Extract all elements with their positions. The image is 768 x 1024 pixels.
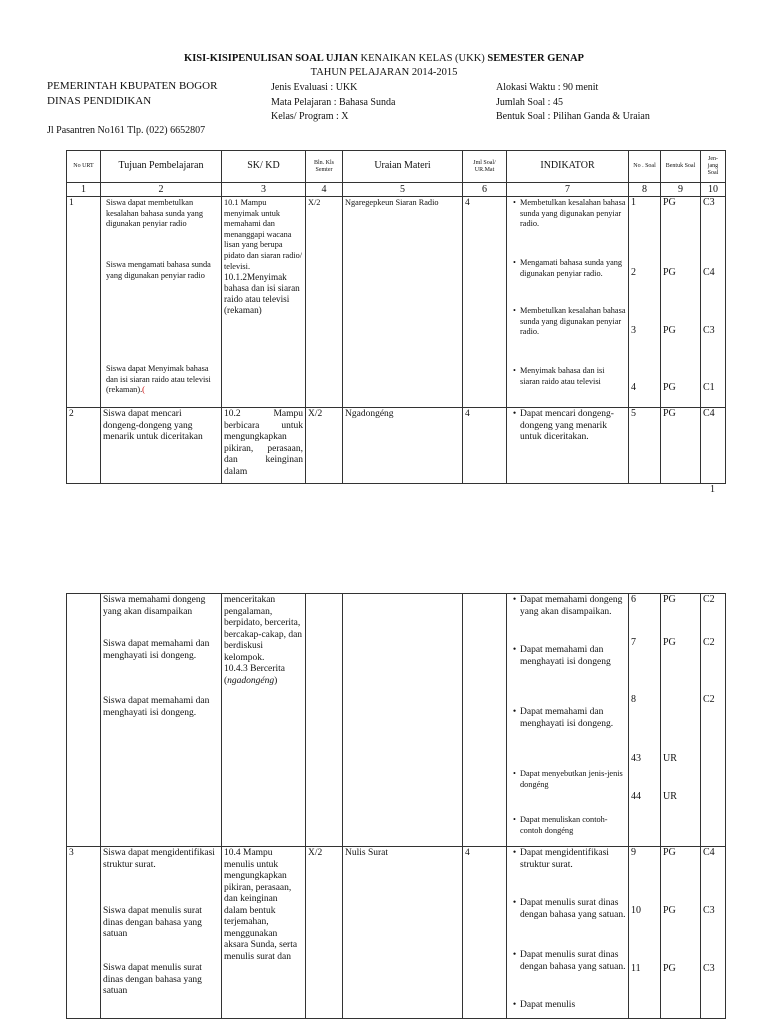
no-soal-value: 1 bbox=[631, 197, 636, 208]
bullet-icon: • bbox=[512, 707, 517, 717]
skkd-item: 10.1.2Menyimak bahasa dan isi siaran raido atau televisi (rekaman) bbox=[224, 272, 300, 315]
cell-uraian: Ngadongéng bbox=[343, 408, 463, 484]
bullet-icon: • bbox=[513, 366, 516, 375]
revision-mark: ( bbox=[142, 385, 145, 395]
cell-no bbox=[67, 594, 101, 847]
no-soal-value: 3 bbox=[631, 325, 636, 336]
indikator-item bbox=[509, 1000, 626, 1012]
indikator-item bbox=[509, 848, 626, 898]
col-bln-kls: Bln. Kls Semter bbox=[306, 151, 343, 183]
bullet-icon: • bbox=[512, 595, 517, 605]
header-mata-pelajaran: Mata Pelajaran : Bahasa Sunda bbox=[271, 97, 396, 108]
document-title bbox=[0, 52, 768, 65]
cell-skkd: 10.4 Mampu menulis untuk mengungkapkan pikiran, perasaan, dan keinginan dalam bentuk terjemahan, menggunakan aksara Sunda, serta menulis surat dan bbox=[222, 847, 306, 1019]
cell-tujuan bbox=[101, 594, 222, 847]
cell-jml: 4 bbox=[463, 408, 507, 484]
col-num: 8 bbox=[629, 183, 661, 197]
bentuk-value: PG bbox=[663, 594, 676, 605]
jenjang-value: C3 bbox=[703, 325, 715, 336]
col-num: 1 bbox=[67, 183, 101, 197]
bullet-icon: • bbox=[513, 198, 516, 207]
cell-no-soal bbox=[629, 197, 661, 408]
col-num: 9 bbox=[661, 183, 701, 197]
indikator-item bbox=[509, 898, 626, 950]
indikator-text: Mengamati bahasa sunda yang digunakan penyiar radio. bbox=[520, 258, 623, 278]
no-soal-value: 4 bbox=[631, 382, 636, 393]
bullet-icon: • bbox=[512, 1000, 517, 1010]
col-bentuk: Bentuk Soal bbox=[661, 151, 701, 183]
bullet-icon: • bbox=[513, 306, 516, 315]
cell-tujuan bbox=[101, 197, 222, 408]
bentuk-value: UR bbox=[663, 753, 677, 764]
skkd-item: menceritakan pengalaman, berpidato, bercerita, bercakap-cakap, dan berdiskusi kelompok. bbox=[224, 595, 303, 663]
no-soal-value: 11 bbox=[631, 963, 641, 974]
tujuan-item: Siswa dapat memahami dan menghayati isi dongeng. bbox=[103, 639, 210, 661]
col-indikator: INDIKATOR bbox=[507, 151, 629, 183]
cell-jml bbox=[463, 594, 507, 847]
cell-kls bbox=[306, 594, 343, 847]
skkd-item bbox=[224, 664, 303, 687]
jenjang-value: C3 bbox=[703, 197, 715, 208]
indikator-item bbox=[509, 950, 626, 1000]
bentuk-value: PG bbox=[663, 847, 676, 858]
indikator-text: Dapat memahami dongeng yang akan disampaikan. bbox=[520, 595, 623, 617]
cell-uraian: Ngaregepkeun Siaran Radio bbox=[343, 197, 463, 408]
bentuk-value: PG bbox=[663, 382, 676, 393]
col-num: 5 bbox=[343, 183, 463, 197]
cell-indikator bbox=[507, 847, 629, 1019]
indikator-item bbox=[509, 258, 626, 306]
tujuan-item: Siswa dapat menulis surat dinas dengan bahasa yang satuan bbox=[103, 963, 202, 996]
cell-indikator bbox=[507, 197, 629, 408]
indikator-item bbox=[509, 707, 626, 769]
cell-jenjang bbox=[701, 847, 726, 1019]
indikator-text: Dapat menyebutkan jenis-jenis dongéng bbox=[520, 769, 623, 789]
no-soal-value: 43 bbox=[631, 753, 641, 764]
cell-no: 1 bbox=[67, 197, 101, 408]
no-soal-value: 6 bbox=[631, 594, 636, 605]
cell-tujuan: Siswa dapat mencari dongeng-dongeng yang menarik untuk diceritakan bbox=[101, 408, 222, 484]
header-jumlah-soal: Jumlah Soal : 45 bbox=[496, 97, 563, 108]
table-row bbox=[67, 408, 726, 484]
indikator-text: Menyimak bahasa dan isi siaran raido atau televisi bbox=[520, 366, 605, 386]
indikator-text: Membetulkan kesalahan bahasa sunda yang digunakan penyiar radio. bbox=[520, 198, 626, 229]
indikator-item bbox=[509, 645, 626, 707]
bullet-icon: • bbox=[512, 409, 517, 419]
cell-bentuk bbox=[661, 847, 701, 1019]
bullet-icon: • bbox=[513, 258, 516, 267]
table-header-row bbox=[67, 151, 726, 183]
tujuan-item bbox=[103, 364, 219, 396]
cell-no: 3 bbox=[67, 847, 101, 1019]
header-alokasi-waktu: Alokasi Waktu : 90 menit bbox=[496, 82, 599, 93]
cell-bentuk bbox=[661, 594, 701, 847]
header-alamat: Jl Pasantren No161 Tlp. (022) 6652807 bbox=[47, 125, 206, 136]
jenjang-value: C4 bbox=[703, 267, 715, 278]
cell-uraian bbox=[343, 594, 463, 847]
bullet-icon: • bbox=[512, 898, 517, 908]
indikator-text: Membetulkan kesalahan bahasa sunda yang digunakan penyiar radio. bbox=[520, 306, 626, 337]
document-subtitle: TAHUN PELAJARAN 2014-2015 bbox=[310, 67, 458, 78]
indikator-item bbox=[509, 595, 626, 645]
cell-jenjang bbox=[701, 197, 726, 408]
indikator-item bbox=[509, 769, 626, 815]
tujuan-item: Siswa dapat mengidentifikasi struktur surat. bbox=[103, 848, 215, 870]
skkd-text-italic: ngadongéng bbox=[227, 675, 275, 686]
no-soal-value: 2 bbox=[631, 267, 636, 278]
bullet-icon: • bbox=[513, 769, 516, 778]
cell-no-soal bbox=[629, 594, 661, 847]
jenjang-value: C2 bbox=[703, 594, 715, 605]
table-row bbox=[67, 594, 726, 847]
col-uraian: Uraian Materi bbox=[343, 151, 463, 183]
column-number-row bbox=[67, 183, 726, 197]
bullet-icon: • bbox=[512, 848, 517, 858]
bentuk-value: PG bbox=[663, 963, 676, 974]
header-pemerintah: PEMERINTAH KBUPATEN BOGOR bbox=[47, 80, 218, 92]
cell-no-soal bbox=[629, 847, 661, 1019]
indikator-item bbox=[509, 409, 626, 444]
header-bentuk-soal: Bentuk Soal : Pilihan Ganda & Uraian bbox=[496, 111, 650, 122]
col-jenjang: Jen- jang Soal bbox=[701, 151, 726, 183]
tujuan-item: Siswa dapat menulis surat dinas dengan bahasa yang satuan bbox=[103, 906, 202, 939]
kisi-table-page1 bbox=[66, 150, 726, 484]
cell-kls: X/2 bbox=[306, 847, 343, 1019]
table-row bbox=[67, 847, 726, 1019]
indikator-text: Dapat menulis surat dinas dengan bahasa yang satuan. bbox=[520, 898, 626, 920]
col-num: 10 bbox=[701, 183, 726, 197]
indikator-text: Dapat menulis bbox=[520, 1000, 576, 1010]
col-no-urt: No URT bbox=[67, 151, 101, 183]
cell-skkd bbox=[222, 594, 306, 847]
col-tujuan: Tujuan Pembelajaran bbox=[101, 151, 222, 183]
bullet-icon: • bbox=[512, 950, 517, 960]
bentuk-value: PG bbox=[663, 267, 676, 278]
no-soal-value: 10 bbox=[631, 905, 641, 916]
indikator-text: Dapat memahami dan menghayati isi dongeng bbox=[520, 645, 611, 667]
cell-skkd: 10.2 Mampu berbicara untuk mengungkapkan pikiran, perasaan, dan keinginan dalam bbox=[222, 408, 306, 484]
col-num: 6 bbox=[463, 183, 507, 197]
indikator-item bbox=[509, 815, 626, 836]
tujuan-text: Siswa dapat Menyimak bahasa dan isi siaran raido atau televisi (rekaman). bbox=[106, 364, 211, 395]
jenjang-value: C4 bbox=[703, 847, 715, 858]
col-num: 3 bbox=[222, 183, 306, 197]
indikator-text: Dapat memahami dan menghayati isi dongeng. bbox=[520, 707, 614, 729]
no-soal-value: 7 bbox=[631, 637, 636, 648]
no-soal-value: 9 bbox=[631, 847, 636, 858]
col-jml-soal: Jml Soal/ UR.Mat bbox=[463, 151, 507, 183]
jenjang-value: C2 bbox=[703, 694, 715, 705]
col-skkd: SK/ KD bbox=[222, 151, 306, 183]
cell-no-soal: 5 bbox=[629, 408, 661, 484]
cell-bentuk: PG bbox=[661, 408, 701, 484]
tujuan-item: Siswa mengamati bahasa sunda yang digunakan penyiar radio bbox=[106, 260, 211, 280]
cell-indikator bbox=[507, 594, 629, 847]
bentuk-value: PG bbox=[663, 905, 676, 916]
header-dinas: DINAS PENDIDIKAN bbox=[47, 95, 152, 107]
header-kelas-program: Kelas/ Program : X bbox=[271, 111, 349, 122]
cell-tujuan bbox=[101, 847, 222, 1019]
skkd-text: 10.4.3 Bercerita ( bbox=[224, 664, 285, 686]
jenjang-value: C2 bbox=[703, 637, 715, 648]
cell-jml: 4 bbox=[463, 847, 507, 1019]
cell-kls: X/2 bbox=[306, 197, 343, 408]
col-num: 4 bbox=[306, 183, 343, 197]
cell-bentuk bbox=[661, 197, 701, 408]
cell-jenjang: C4 bbox=[701, 408, 726, 484]
bullet-icon: • bbox=[512, 645, 517, 655]
title-part-normal: KENAIKAN KELAS (UKK) bbox=[357, 53, 488, 64]
indikator-text: Dapat mencari dongeng-dongeng yang menarik untuk diceritakan. bbox=[520, 409, 614, 442]
bullet-icon: • bbox=[513, 815, 516, 824]
no-soal-value: 8 bbox=[631, 694, 636, 705]
tujuan-item: Siswa memahami dongeng yang akan disampaikan bbox=[103, 595, 206, 617]
jenjang-value bbox=[703, 754, 723, 792]
title-part-bold-1: KISI-KISIPENULISAN SOAL UJIAN bbox=[184, 53, 358, 64]
no-soal-value: 44 bbox=[631, 791, 641, 802]
indikator-text: Dapat menulis surat dinas dengan bahasa yang satuan. bbox=[520, 950, 626, 972]
bentuk-value: PG bbox=[663, 637, 676, 648]
cell-no: 2 bbox=[67, 408, 101, 484]
skkd-item: 10.1 Mampu menyimak untuk memahami dan menanggapi wacana lisan yang berupa pidato dan siaran radio/ televisi. bbox=[224, 198, 303, 271]
indikator-item bbox=[509, 306, 626, 366]
bentuk-value: UR bbox=[663, 791, 677, 802]
skkd-text: ) bbox=[274, 675, 278, 686]
page-number: 1 bbox=[710, 484, 715, 495]
indikator-text: Dapat mengidentifikasi struktur surat. bbox=[520, 848, 609, 870]
cell-kls: X/2 bbox=[306, 408, 343, 484]
indikator-item bbox=[509, 198, 626, 258]
tujuan-item: Siswa dapat membetulkan kesalahan bahasa sunda yang digunakan penyiar radio bbox=[106, 198, 203, 229]
cell-indikator bbox=[507, 408, 629, 484]
indikator-text: Dapat menuliskan contoh-contoh dongéng bbox=[520, 815, 608, 835]
tujuan-item: Siswa dapat memahami dan menghayati isi dongeng. bbox=[103, 696, 210, 718]
table-row bbox=[67, 197, 726, 408]
col-num: 2 bbox=[101, 183, 222, 197]
bentuk-value: PG bbox=[663, 325, 676, 336]
bentuk-value: PG bbox=[663, 197, 676, 208]
indikator-item bbox=[509, 366, 626, 387]
title-part-bold-2: SEMESTER GENAP bbox=[487, 53, 584, 64]
bentuk-value bbox=[663, 695, 698, 754]
cell-uraian: Nulis Surat bbox=[343, 847, 463, 1019]
cell-skkd bbox=[222, 197, 306, 408]
cell-jenjang bbox=[701, 594, 726, 847]
cell-jml: 4 bbox=[463, 197, 507, 408]
header-jenis-evaluasi: Jenis Evaluasi : UKK bbox=[271, 82, 358, 93]
col-no-soal: No . Soal bbox=[629, 151, 661, 183]
jenjang-value: C3 bbox=[703, 963, 715, 974]
col-num: 7 bbox=[507, 183, 629, 197]
kisi-table-page2 bbox=[66, 593, 726, 1019]
jenjang-value: C3 bbox=[703, 905, 715, 916]
jenjang-value: C1 bbox=[703, 382, 715, 393]
